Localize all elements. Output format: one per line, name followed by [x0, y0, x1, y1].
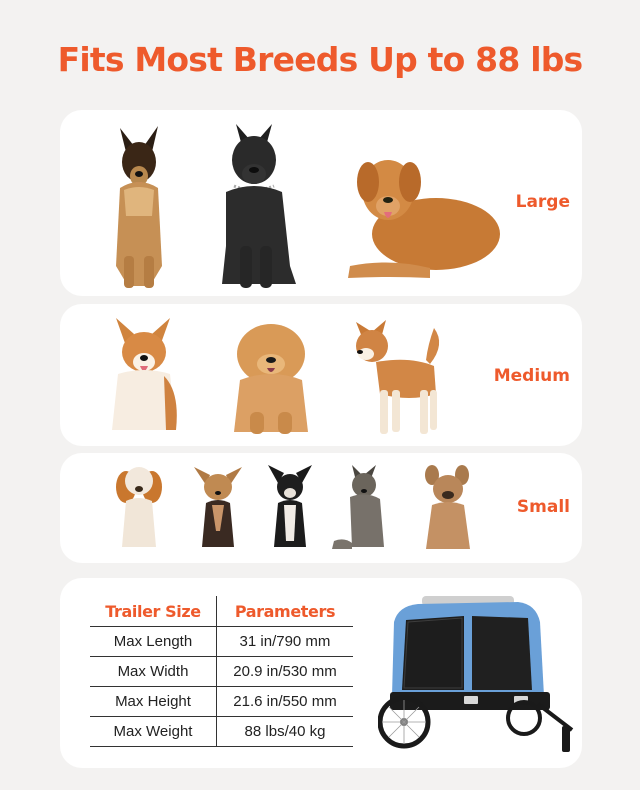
- chihuahua-black-image: [266, 461, 314, 553]
- shiba-inu-image: [350, 314, 446, 438]
- spec-value: 21.6 in/550 mm: [217, 687, 354, 717]
- spec-value: 20.9 in/530 mm: [217, 657, 354, 687]
- medium-breeds-panel: [60, 304, 582, 446]
- spec-header-trailer-size: Trailer Size: [90, 596, 217, 627]
- size-label-large: Large: [515, 192, 570, 212]
- golden-retriever-image: [330, 140, 506, 286]
- spec-label: Max Weight: [90, 717, 217, 747]
- size-label-small: Small: [516, 497, 570, 517]
- chihuahua-tan-image: [190, 461, 246, 553]
- german-shepherd-image: [106, 116, 172, 292]
- dog-bike-trailer-image: [378, 592, 574, 762]
- spec-value: 88 lbs/40 kg: [217, 717, 354, 747]
- spec-header-parameters: Parameters: [217, 596, 354, 627]
- french-bulldog-image: [418, 463, 478, 553]
- small-breeds-panel: [60, 453, 582, 563]
- trailer-spec-table: [90, 596, 353, 747]
- table-row: [90, 657, 353, 687]
- spec-header-row: [90, 596, 353, 627]
- spec-label: Max Length: [90, 627, 217, 657]
- spec-label: Max Width: [90, 657, 217, 687]
- spec-label: Max Height: [90, 687, 217, 717]
- trailer-spec-panel: [60, 578, 582, 768]
- table-row: [90, 687, 353, 717]
- chow-chow-puppy-image: [228, 316, 314, 440]
- spec-value: 31 in/790 mm: [217, 627, 354, 657]
- cocker-spaniel-image: [112, 461, 166, 553]
- corgi-image: [104, 312, 184, 440]
- table-row: [90, 717, 353, 747]
- size-label-medium: Medium: [493, 366, 570, 386]
- large-breeds-panel: [60, 110, 582, 296]
- page-title: Fits Most Breeds Up to 88 lbs: [57, 40, 583, 79]
- black-cane-corso-image: [212, 116, 302, 292]
- table-row: [90, 627, 353, 657]
- terrier-image: [330, 461, 392, 553]
